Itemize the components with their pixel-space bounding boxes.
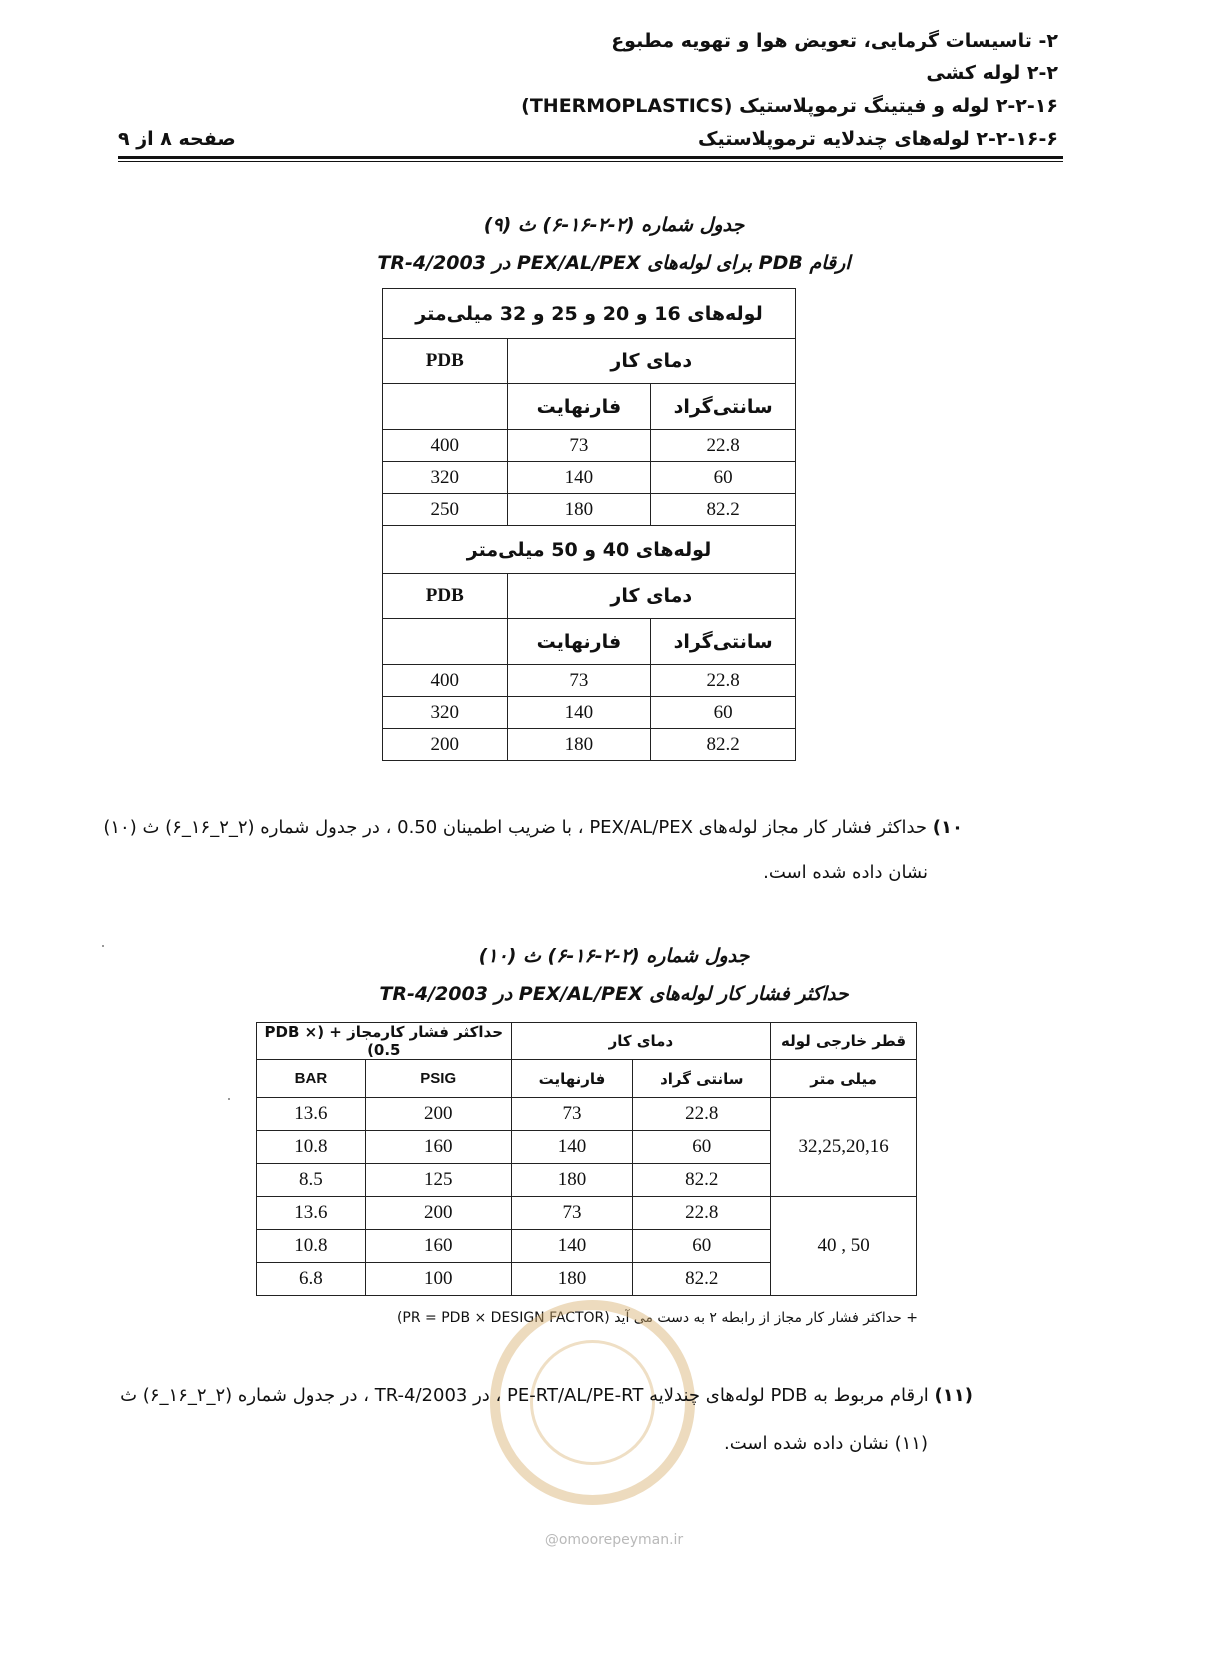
table10-cell: 82.2 (633, 1263, 771, 1296)
para10-number: ۱۰) (932, 817, 963, 838)
table9-cell: 82.2 (651, 494, 796, 526)
table10-group2-diameter: 50 , 40 (771, 1197, 917, 1296)
scan-speck (102, 945, 104, 947)
table9-cell: 180 (507, 729, 651, 761)
scan-speck (228, 1098, 230, 1100)
table10-header-diameter-unit: میلی متر (771, 1060, 917, 1098)
header-line-1: ۲- تاسیسات گرمایی، تعویض هوا و تهویه مطبوع (611, 30, 1058, 52)
table10-cell: 10.8 (257, 1131, 366, 1164)
table9-group2-title: لوله‌های 40 و 50 میلی‌متر (383, 526, 796, 574)
table9-cell: 180 (507, 494, 651, 526)
table10 (256, 1022, 917, 1296)
header-rule (118, 156, 1063, 159)
table9-cell: 140 (507, 697, 651, 729)
table9-cell: 200 (383, 729, 508, 761)
table10-cell: 180 (511, 1263, 633, 1296)
table10-cell: 140 (511, 1131, 633, 1164)
table-row (383, 462, 796, 494)
table9-caption-number: جدول شماره (۲-۲-۱۶-۶) ث (۹) (483, 214, 745, 236)
table9-cell: 82.2 (651, 729, 796, 761)
para11-line2: (۱۱) نشان داده شده است. (724, 1433, 928, 1454)
table10-cell: 60 (633, 1230, 771, 1263)
table9-header-pdb-2: PDB (383, 574, 508, 619)
table-row (383, 729, 796, 761)
table10-caption-number: جدول شماره (۲-۲-۱۶-۶) ث (۱۰) (478, 945, 750, 967)
table9-cell: 22.8 (651, 665, 796, 697)
table9-header-celsius-2: سانتی‌گراد (651, 619, 796, 665)
table9 (382, 288, 796, 761)
table10-header-pressure: حداکثر فشار کارمجاز + (PDB × 0.5) (257, 1023, 512, 1060)
table10-cell: 160 (365, 1230, 511, 1263)
para11-text: ارقام مربوط به PDB لوله‌های چندلایه PE-RT/AL/PE-RT ، در TR-4/2003 ، در جدول شماره (۲_۲_۱۶_۶) ث (120, 1385, 929, 1406)
table10-cell: 8.5 (257, 1164, 366, 1197)
table-row (383, 430, 796, 462)
table10-cell: 73 (511, 1098, 633, 1131)
table10-cell: 200 (365, 1098, 511, 1131)
table10-cell: 22.8 (633, 1197, 771, 1230)
table10-group1-diameter: 32,25,20,16 (771, 1098, 917, 1197)
table10-cell: 100 (365, 1263, 511, 1296)
table9-header-temp-2: دمای کار (507, 574, 795, 619)
para11-number: (۱۱) (934, 1385, 973, 1406)
table-row (383, 697, 796, 729)
table9-cell: 140 (507, 462, 651, 494)
table9-header-empty-2 (383, 619, 508, 665)
table10-header-temp: دمای کار (511, 1023, 771, 1060)
table10-cell: 13.6 (257, 1098, 366, 1131)
table9-cell: 22.8 (651, 430, 796, 462)
para10-line1 (103, 817, 963, 838)
table9-cell: 400 (383, 430, 508, 462)
header-line-3: ۲-۲-۱۶ لوله و فیتینگ ترموپلاستیک (THERMOPLASTICS) (521, 95, 1058, 117)
para10-line2: نشان داده شده است. (763, 862, 928, 883)
table10-cell: 6.8 (257, 1263, 366, 1296)
table9-cell: 250 (383, 494, 508, 526)
table9-caption-title: ارقام PDB برای لوله‌های PEX/AL/PEX در TR-4/2003 (377, 252, 851, 274)
table-row (257, 1197, 917, 1230)
table9-cell: 60 (651, 462, 796, 494)
para10-text: حداکثر فشار کار مجاز لوله‌های PEX/AL/PEX ، با ضریب اطمینان 0.50 ، در جدول شماره (۲_۲_۱۶_۶) ث (۱۰) (103, 817, 928, 838)
table9-cell: 73 (507, 430, 651, 462)
table10-header-psig: PSIG (365, 1060, 511, 1098)
table10-cell: 180 (511, 1164, 633, 1197)
para11-line1 (120, 1385, 973, 1406)
table9-header-fahrenheit-2: فارنهایت (507, 619, 651, 665)
table10-cell: 140 (511, 1230, 633, 1263)
table10-footnote: + حداکثر فشار کار مجاز از رابطه ۲ به دست می آید (PR = PDB × DESIGN FACTOR) (396, 1310, 918, 1326)
table10-header-fahrenheit: فارنهایت (511, 1060, 633, 1098)
table10-cell: 73 (511, 1197, 633, 1230)
table9-cell: 320 (383, 697, 508, 729)
table9-cell: 73 (507, 665, 651, 697)
table10-cell: 125 (365, 1164, 511, 1197)
table9-header-pdb: PDB (383, 339, 508, 384)
table9-cell: 400 (383, 665, 508, 697)
table10-header-diameter: قطر خارجی لوله (771, 1023, 917, 1060)
header-line-4: ۲-۲-۱۶-۶ لوله‌های چندلایه ترموپلاستیک (698, 128, 1058, 150)
table10-cell: 13.6 (257, 1197, 366, 1230)
table10-cell: 82.2 (633, 1164, 771, 1197)
table-row (257, 1098, 917, 1131)
table10-cell: 160 (365, 1131, 511, 1164)
table10-cell: 60 (633, 1131, 771, 1164)
table9-cell: 60 (651, 697, 796, 729)
table-row (383, 494, 796, 526)
table9-cell: 320 (383, 462, 508, 494)
table10-cell: 200 (365, 1197, 511, 1230)
table10-header-bar: BAR (257, 1060, 366, 1098)
header-rule-thin (118, 161, 1063, 162)
table10-cell: 10.8 (257, 1230, 366, 1263)
table10-header-celsius: سانتی گراد (633, 1060, 771, 1098)
table9-header-temp: دمای کار (507, 339, 795, 384)
page-number: صفحه ۸ از ۹ (118, 128, 236, 150)
table10-cell: 22.8 (633, 1098, 771, 1131)
table10-caption-title: حداکثر فشار کار لوله‌های PEX/AL/PEX در TR-4/2003 (379, 983, 849, 1005)
table9-header-empty (383, 384, 508, 430)
table9-header-celsius: سانتی‌گراد (651, 384, 796, 430)
watermark-url: @omoorepeyman.ir (544, 1532, 684, 1548)
header-line-2: ۲-۲ لوله کشی (926, 62, 1058, 84)
table9-group1-title: لوله‌های 16 و 20 و 25 و 32 میلی‌متر (383, 289, 796, 339)
table-row (383, 665, 796, 697)
table9-header-fahrenheit: فارنهایت (507, 384, 651, 430)
